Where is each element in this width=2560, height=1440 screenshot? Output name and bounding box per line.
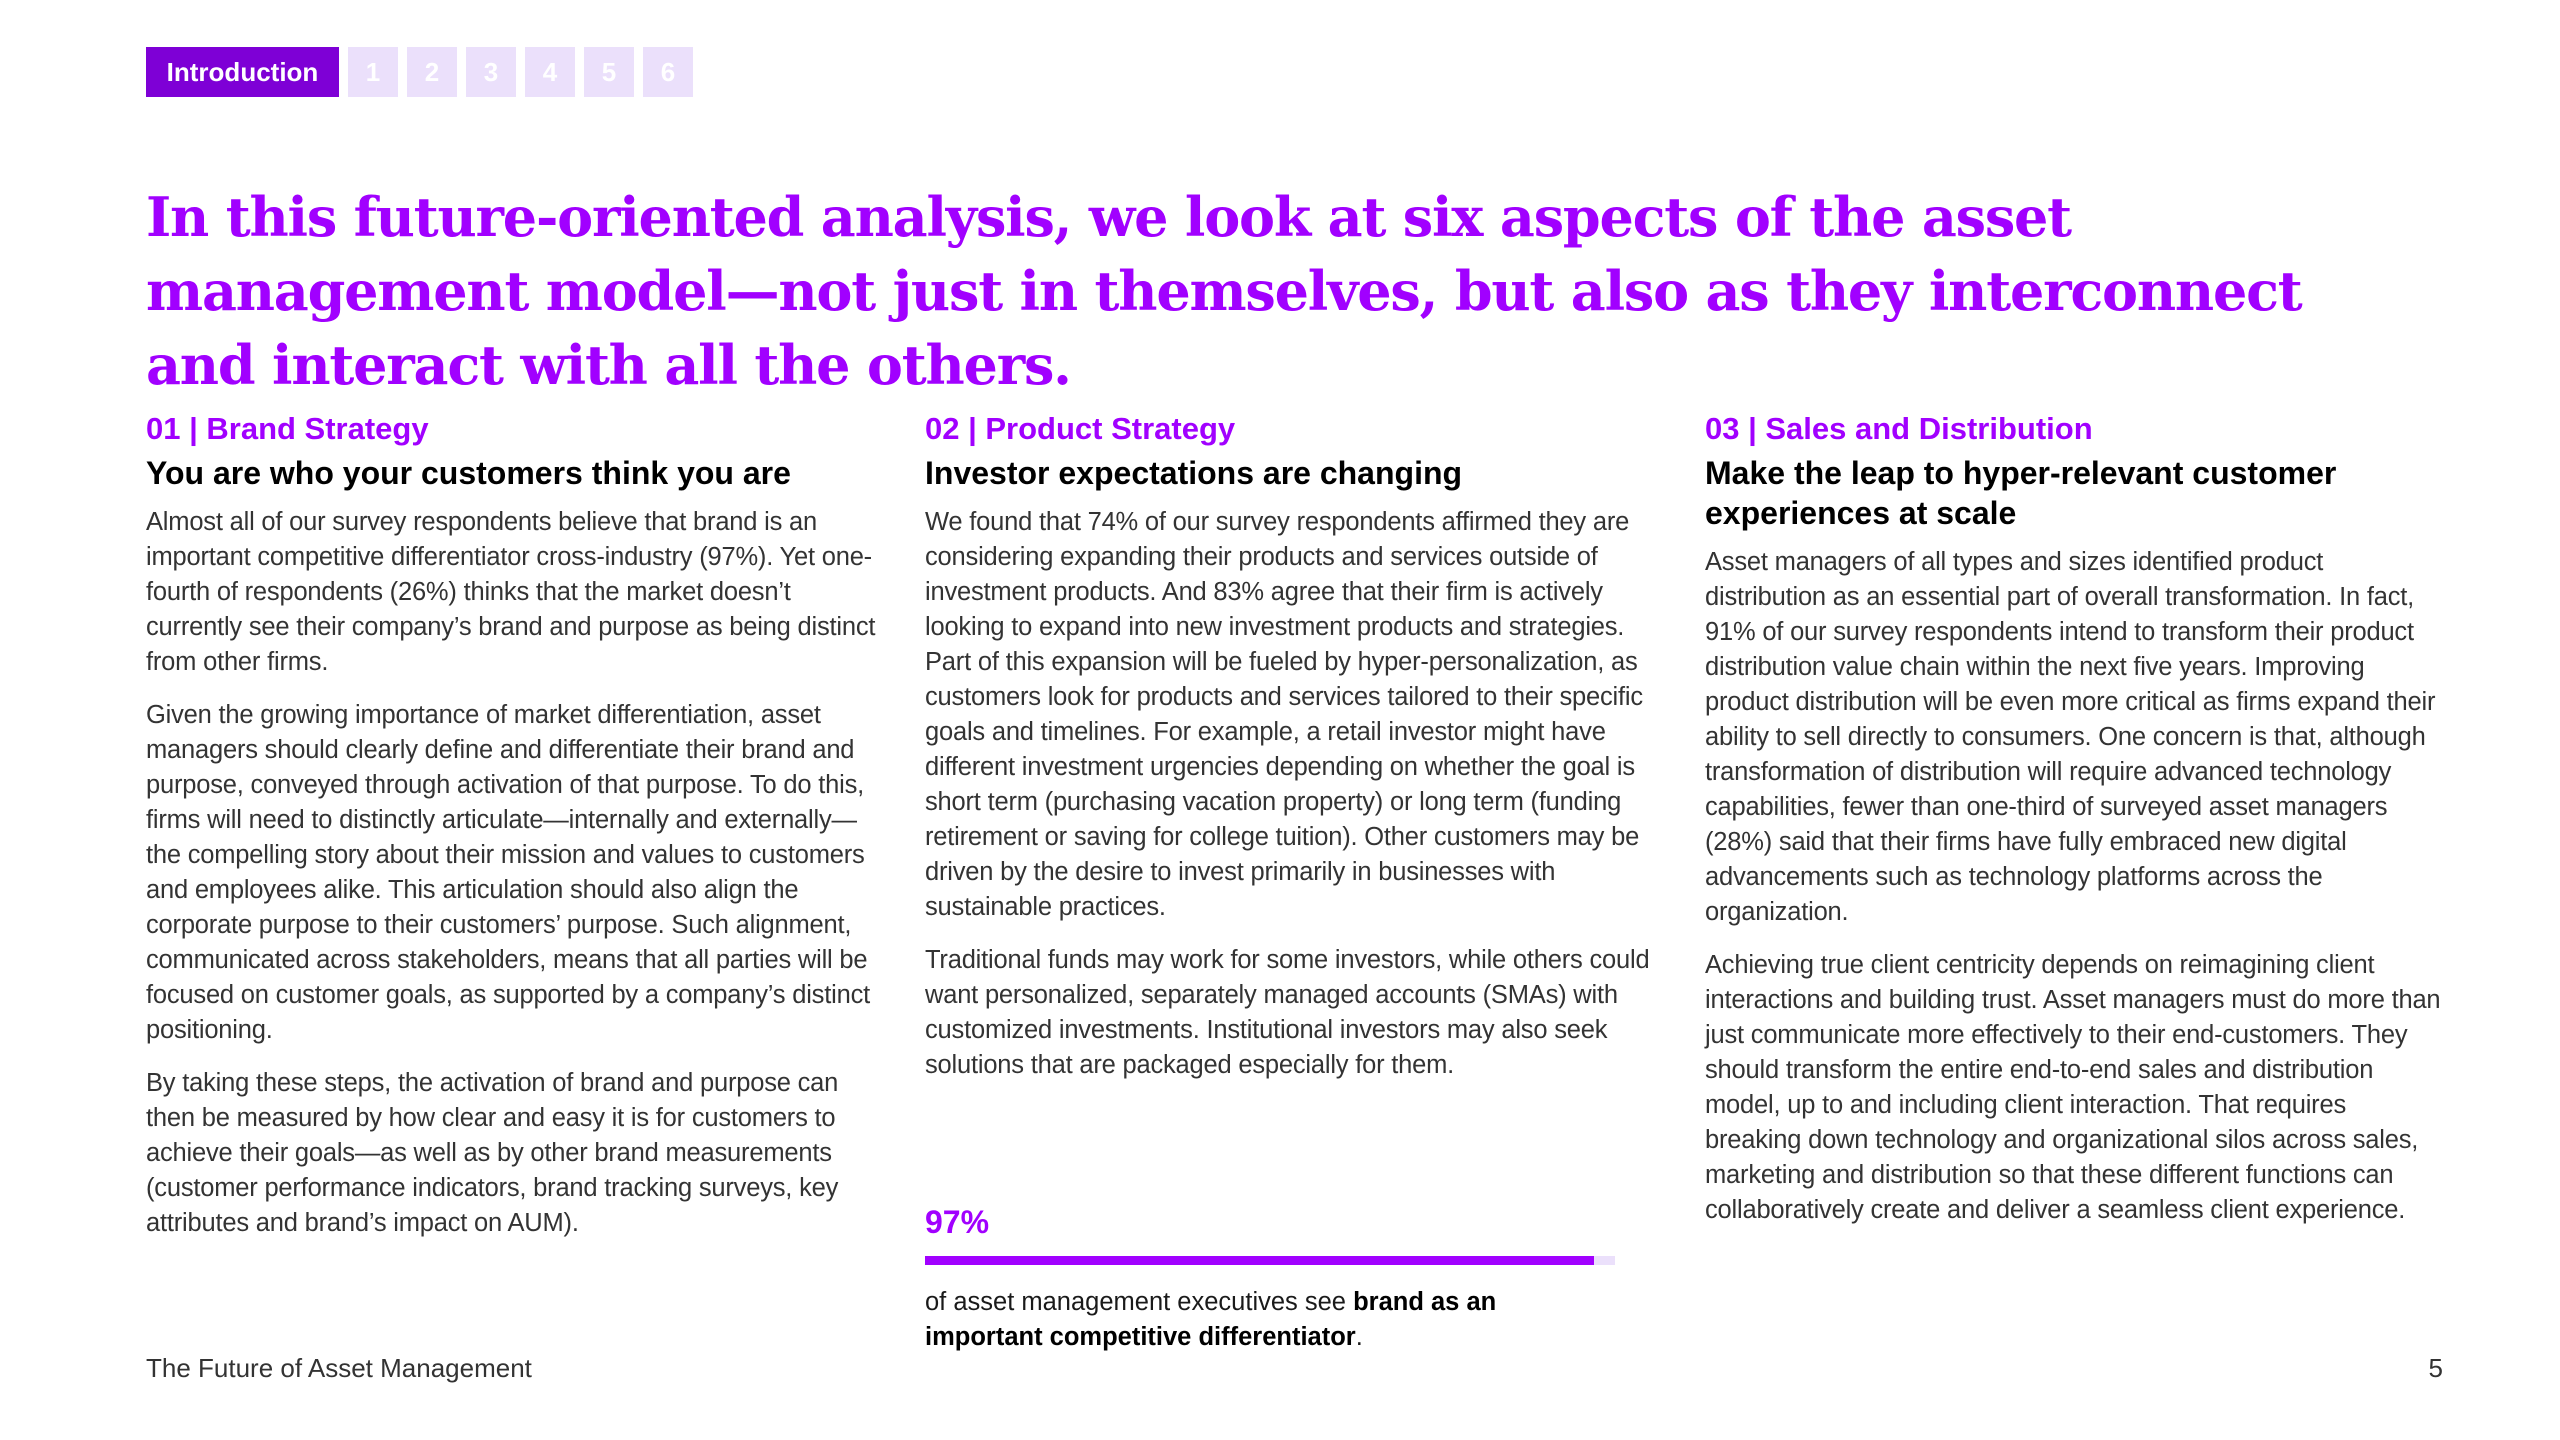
paragraph: By taking these steps, the activation of brand and purpose can then be measured by how clear and easy it is for customers to achieve their goals—as well as by other brand measurements (customer performance indicators, brand tracking surveys, key attributes and brand’s impact on AUM). (146, 1069, 839, 1237)
paragraph: Given the growing importance of market differentiation, asset managers should clearly define and differentiate their brand and purpose, conveyed through activation of that purpose. To do this, firms will need to distinctly articulate—internally and externally—the compelling story about their mission and values to customers and employees alike. This articulation should also align the corporate purpose to their customers’ purpose. Such alignment, communicated across stakeholders, means that all parties will be focused on customer goals, as supported by a company’s distinct positioning. (146, 701, 870, 1044)
product-strategy-section (925, 407, 1655, 1101)
stat-text-suffix: . (1355, 1323, 1363, 1351)
page-headline: In this future-oriented analysis, we look at six aspects of the asset management model—not just in themselves, but also as they interconnect and interact with all the others. (146, 185, 2302, 397)
nav-tab-4[interactable]: 4 (525, 47, 575, 97)
sales-distribution-section (1705, 407, 2445, 1246)
nav-tab-5[interactable]: 5 (584, 47, 634, 97)
brand-strategy-section (146, 407, 876, 1259)
paragraph: Asset managers of all types and sizes identified product distribution as an essential part of overall transformation. In fact, 91% of our survey respondents intend to transform their product distribution value chain within the next five years. Improving product distribution will be even more critical as firms expand their ability to sell directly to consumers. One concern is that, although transformation of distribution will require advanced technology capabilities, fewer than one-third of surveyed asset managers (28%) said that their firms have fully embraced new digital advancements such as technology platforms across the organization. (1705, 548, 2436, 926)
paragraph: We found that 74% of our survey respondents affirmed they are considering expanding their products and services outside of investment products. And 83% agree that their firm is actively looking to expand into new investment products and strategies. Part of this expansion will be fueled by hyper-personalization, as customers look for products and services tailored to their specific goals and timelines. For example, a retail investor might have different investment urgencies depending on whether the goal is short term (purchasing vacation property) or long term (funding retirement or saving for college tuition). Other customers may be driven by the desire to invest primarily in businesses with sustainable practices. (925, 508, 1643, 921)
stat-progress-track (925, 1256, 1615, 1265)
stat-value: 97% (925, 1204, 990, 1240)
section-title: 01 | Brand Strategy (146, 411, 429, 446)
paragraph: Almost all of our survey respondents believe that brand is an important competitive differentiator cross-industry (97%). Yet one-fourth of respondents (26%) thinks that the market doesn’t currently see their company’s brand and purpose as being distinct from other firms. (146, 508, 876, 676)
stat-progress-fill (925, 1256, 1594, 1265)
page-number: 5 (2428, 1353, 2443, 1383)
footer-title: The Future of Asset Management (146, 1353, 532, 1383)
section-subtitle: Make the leap to hyper-relevant customer experiences at scale (1705, 455, 2337, 531)
stat-text-prefix: of asset management executives see (925, 1288, 1354, 1316)
nav-tab-6[interactable]: 6 (643, 47, 693, 97)
section-nav (146, 47, 693, 97)
stat-description (925, 1285, 1525, 1355)
paragraph: Traditional funds may work for some investors, while others could want personalized, separately managed accounts (SMAs) with customized investments. Institutional investors may also seek solutions that are packaged especially for them. (925, 946, 1650, 1079)
stat-text-bold: brand as an important competitive differentiator (925, 1288, 1497, 1351)
section-title: 03 | Sales and Distribution (1705, 411, 2093, 446)
nav-tab-1[interactable]: 1 (348, 47, 398, 97)
section-title: 02 | Product Strategy (925, 411, 1236, 446)
stat-callout (925, 1200, 1615, 1355)
nav-tab-introduction[interactable]: Introduction (146, 47, 339, 97)
section-subtitle: You are who your customers think you are (146, 455, 791, 491)
nav-tab-2[interactable]: 2 (407, 47, 457, 97)
section-subtitle: Investor expectations are changing (925, 455, 1463, 491)
nav-tab-3[interactable]: 3 (466, 47, 516, 97)
paragraph: Achieving true client centricity depends on reimagining client interactions and building trust. Asset managers must do more than just communicate more effectively to their end-customers. They should transform the entire end-to-end sales and distribution model, up to and including client interaction. That requires breaking down technology and organizational silos across sales, marketing and distribution so that these different functions can collaboratively create and deliver a seamless client experience. (1705, 951, 2441, 1224)
